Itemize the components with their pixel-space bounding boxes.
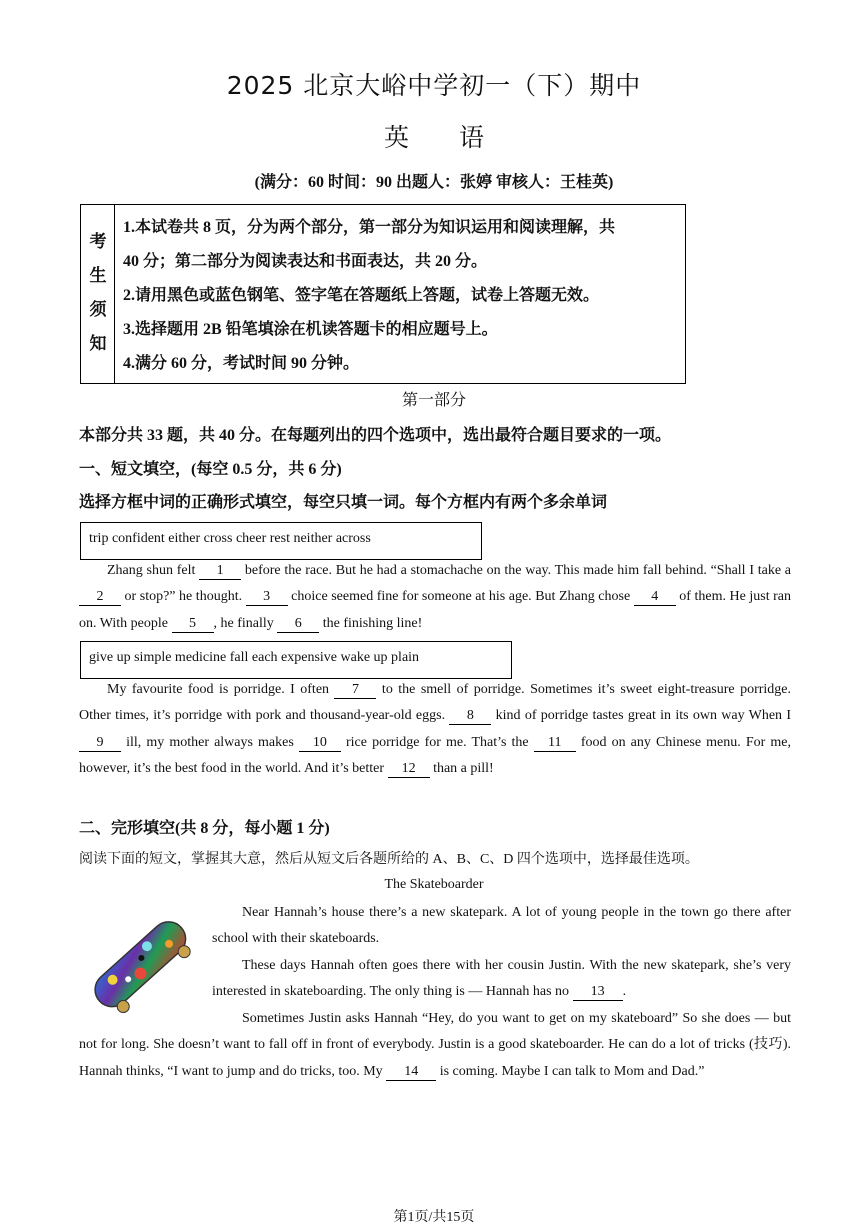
blank-11[interactable]: 11 <box>534 735 576 752</box>
passage-text: than a pill! <box>429 760 494 776</box>
story-paragraph-1: Near Hannah’s house there’s a new skatepark. A lot of young people in the town go there after school with their skateboards. <box>212 905 791 947</box>
notice-line: 40 分；第二部分为阅读表达和书面表达，共 20 分。 <box>123 253 488 270</box>
notice-box <box>80 204 686 384</box>
blank-12[interactable]: 12 <box>388 761 430 778</box>
blank-7[interactable]: 7 <box>334 682 376 699</box>
blank-3[interactable]: 3 <box>246 589 288 606</box>
section2-heading: 二、完形填空(共 8 分，每小题 1 分) <box>79 820 330 837</box>
notice-side-char: 须 <box>89 300 107 319</box>
passage-text: food on any Chinese menu. For me, however, it’s the best food in the world. And it’s better <box>79 734 792 776</box>
blank-8[interactable]: 8 <box>449 708 491 725</box>
blank-2[interactable]: 2 <box>79 589 121 606</box>
section2-instruction: 阅读下面的短文，掌握其大意，然后从短文后各题所给的 A、B、C、D 四个选项中，选择最佳选项。 <box>79 852 699 867</box>
notice-side-char: 生 <box>89 266 107 285</box>
passage-text: is coming. Maybe I can talk to Mom and Dad.” <box>436 1063 705 1079</box>
notice-side-char: 考 <box>89 232 107 251</box>
part-one-title: 第一部分 <box>401 392 466 409</box>
word-box-1: trip confident either cross cheer rest neither across <box>80 522 482 560</box>
cloze-passage-2 <box>79 677 791 782</box>
blank-14[interactable]: 14 <box>386 1064 436 1081</box>
exam-subject: 英 语 <box>384 123 484 152</box>
exam-meta: (满分：60 时间：90 出题人：张婷 审核人：王桂英) <box>254 174 614 191</box>
section1-instruction: 选择方框中词的正确形式填空，每空只填一词。每个方框内有两个多余单词 <box>79 494 608 511</box>
passage-text: or stop?” he thought. <box>121 589 246 605</box>
section1-heading: 一、短文填空，(每空 0.5 分，共 6 分) <box>79 461 342 478</box>
passage-text: rice porridge for me. That’s the <box>340 734 534 750</box>
page-footer: 第1页/共15页 <box>393 1210 475 1225</box>
word-box-2: give up simple medicine fall each expensive wake up plain <box>80 641 512 679</box>
passage-text: My favourite food is porridge. I often <box>107 682 335 697</box>
blank-6[interactable]: 6 <box>277 616 319 633</box>
part-one-intro: 本部分共 33 题，共 40 分。在每题列出的四个选项中，选出最符合题目要求的一项。 <box>79 427 672 444</box>
blank-9[interactable]: 9 <box>79 735 121 752</box>
story-paragraph-2 <box>212 953 791 1006</box>
passage-text: to the smell of porridge. Sometimes it’s sweet eight-treasure porridge. Other times, it’s porridge with pork and thousand-year-old eggs. <box>79 682 791 724</box>
notice-line: 2.请用黑色或蓝色钢笔、签字笔在答题纸上答题，试卷上答题无效。 <box>123 287 600 304</box>
blank-5[interactable]: 5 <box>172 616 214 633</box>
cloze-passage-1 <box>79 558 791 637</box>
passage-text: . <box>622 984 627 1000</box>
story-paragraph-3 <box>79 1006 791 1085</box>
passage-text: These days Hannah often goes there with her cousin Justin. With the new skatepark, she’s very interested in skateboarding. The only thing is — Hannah has no <box>212 958 791 1000</box>
notice-side-char: 知 <box>89 334 107 353</box>
story-title: The Skateboarder <box>384 877 484 892</box>
passage-text: of them. He just ran on. With people <box>79 589 792 631</box>
blank-4[interactable]: 4 <box>634 589 676 606</box>
passage-text: choice seemed fine for someone at his age. But Zhang chose <box>287 589 634 605</box>
passage-text: Zhang shun felt <box>107 563 200 578</box>
notice-line: 4.满分 60 分，考试时间 90 分钟。 <box>123 355 360 372</box>
passage-text: ill, my mother always makes <box>121 734 299 750</box>
blank-1[interactable]: 1 <box>199 563 241 580</box>
notice-line: 3.选择题用 2B 铅笔填涂在机读答题卡的相应题号上。 <box>123 321 498 338</box>
blank-13[interactable]: 13 <box>573 984 623 1001</box>
notice-line: 1.本试卷共 8 页，分为两个部分，第一部分为知识运用和阅读理解，共 <box>123 219 616 236</box>
notice-side-label <box>81 205 115 383</box>
notice-body <box>123 211 678 381</box>
passage-text: kind of porridge tastes great in its own way When I <box>491 708 791 724</box>
exam-title: 2025 北京大峪中学初一（下）期中 <box>226 71 642 100</box>
passage-text: before the race. But he had a stomachache on the way. This made him fall behind. “Shall I take a <box>241 563 791 578</box>
blank-10[interactable]: 10 <box>299 735 341 752</box>
passage-text: Sometimes Justin asks Hannah “Hey, do you want to get on my skateboard” So she does — but not for long. She doesn’t want to fall off in front of everybody. Justin is a good skateboarder. He can do a lot of tricks (技巧). Hannah thinks, “I want to jump and do tricks, too. My <box>79 1011 791 1079</box>
passage-text: the finishing line! <box>319 615 423 631</box>
passage-text: , he finally <box>213 615 278 631</box>
